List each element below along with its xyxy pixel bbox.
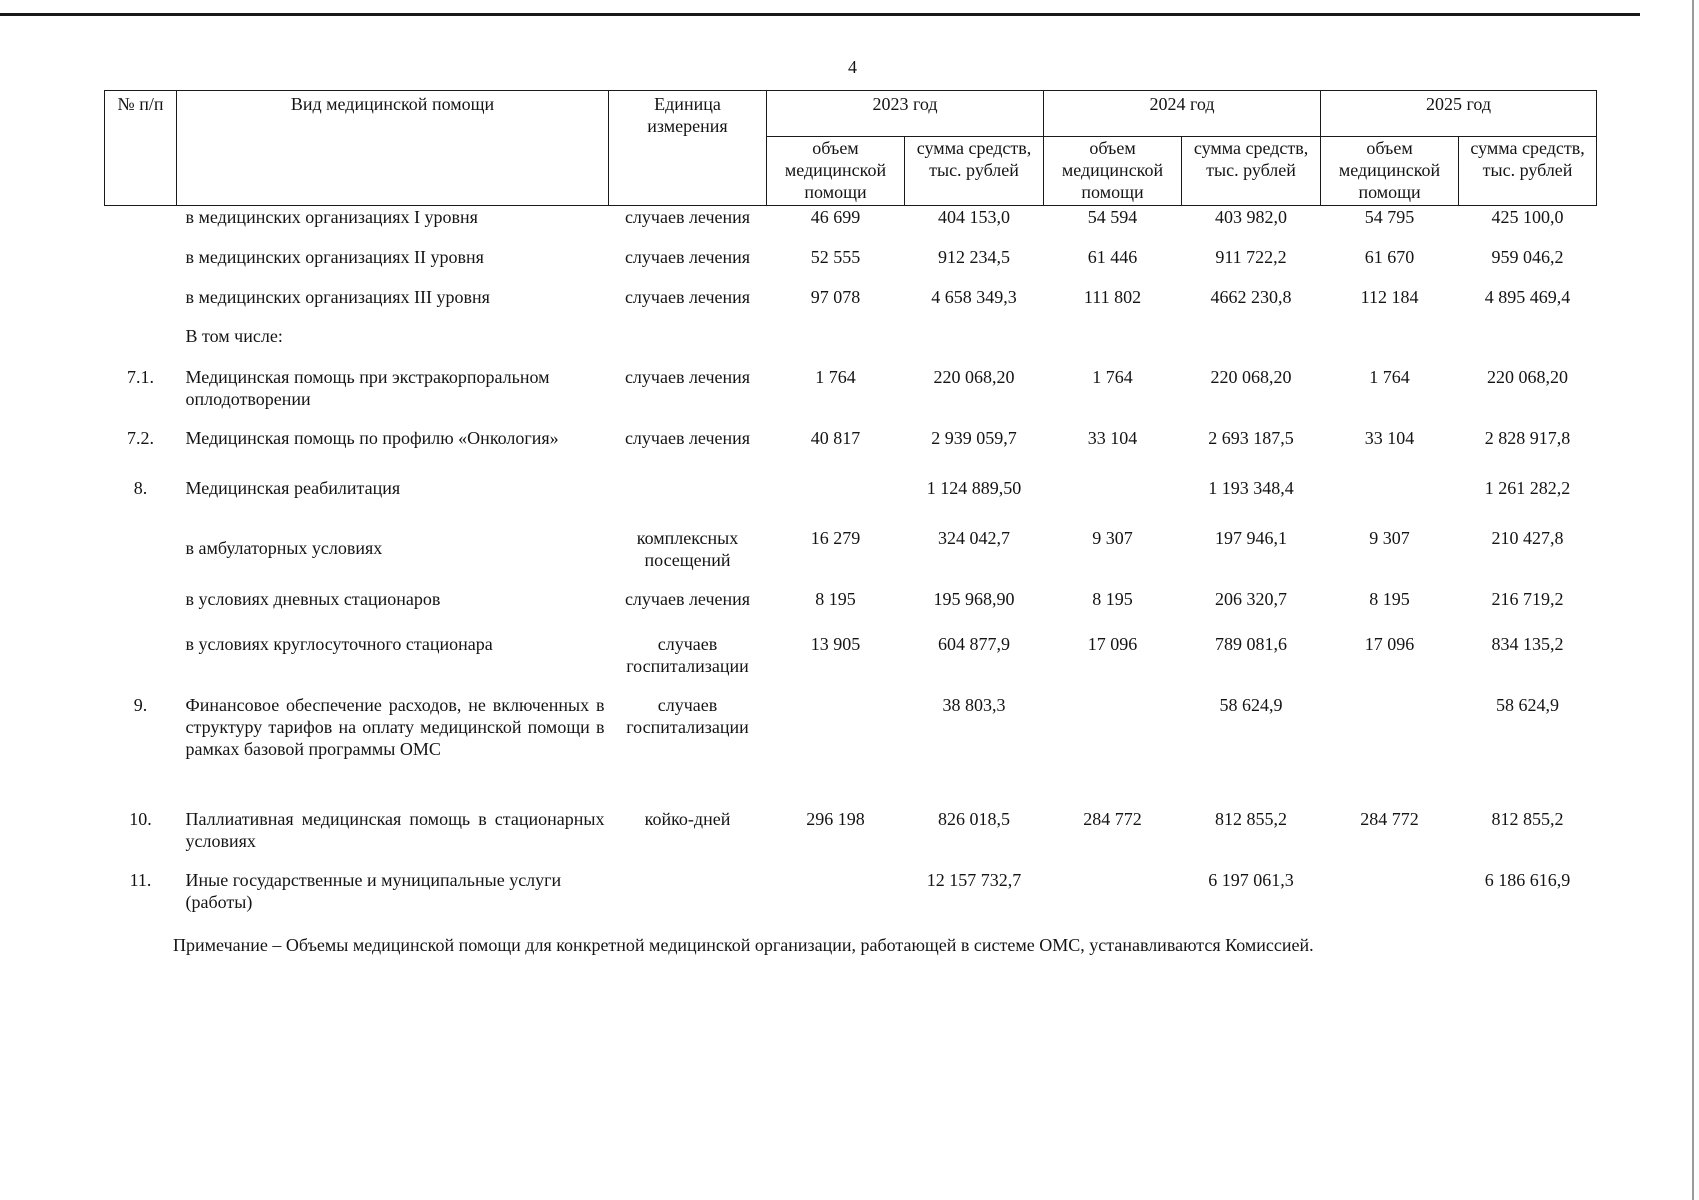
volume-2024 [1044,477,1182,527]
sum-2025: 220 068,20 [1487,366,1569,387]
volumes-table [104,90,1597,919]
header-volume-2025: объем медицинской помощи [1321,137,1459,206]
volume-2024: 284 772 [1083,808,1142,829]
row-number [105,588,177,633]
table-row [105,246,1597,286]
row-unit [609,869,767,919]
volume-2025 [1321,325,1459,366]
sum-2023: 1 124 889,50 [926,477,1022,498]
sum-2025: 2 828 917,8 [1484,427,1571,448]
row-name: Паллиативная медицинская помощь в стационарных условиях [185,808,605,851]
row-unit [609,325,767,366]
sum-2023: 38 803,3 [942,694,1006,715]
sum-2025: 812 855,2 [1491,808,1564,829]
row-number: 11. [129,869,152,890]
sum-2023: 220 068,20 [933,366,1015,387]
sum-2025: 6 186 616,9 [1484,869,1571,890]
table-row [105,694,1597,808]
sum-2024: 197 946,1 [1215,527,1288,548]
row-number: 9. [133,694,148,715]
volume-2023: 13 905 [810,633,861,654]
volume-2023: 40 817 [810,427,861,448]
volume-2025: 8 195 [1369,588,1410,609]
sum-2025: 959 046,2 [1491,246,1564,267]
sum-2023: 826 018,5 [938,808,1010,829]
row-name: в условиях круглосуточного стационара [185,633,493,654]
volume-2025: 54 795 [1364,207,1415,227]
table-header [105,91,1597,206]
page-number: 4 [848,57,857,77]
header-kind: Вид медицинской помощи [177,91,609,206]
volume-2024: 9 307 [1092,527,1133,548]
row-number [105,246,177,286]
row-unit: случаев лечения [624,207,751,227]
row-name: Финансовое обеспечение расходов, не включенных в структуру тарифов на оплату медицинской помощи в рамках базовой программы ОМС [185,694,605,759]
sum-2024: 403 982,0 [1215,207,1288,227]
row-name: в условиях дневных стационаров [185,588,441,609]
header-volume-2023: объем медицинской помощи [767,137,905,206]
row-unit: случаев лечения [624,366,751,387]
row-name: в медицинских организациях II уровня [185,246,484,267]
table-body [105,206,1597,919]
table-row [105,206,1597,246]
sum-2025: 1 261 282,2 [1484,477,1571,498]
row-number [105,325,177,366]
sum-2024: 789 081,6 [1215,633,1288,654]
table-row [105,527,1597,588]
header-year-2024: 2024 год [1044,91,1321,137]
sum-2025: 58 624,9 [1496,694,1560,715]
sum-2025: 834 135,2 [1491,633,1564,654]
sum-2023: 324 042,7 [938,527,1010,548]
volume-2025: 112 184 [1360,286,1419,307]
row-name: Медицинская помощь при экстракорпоральном оплодотворении [185,366,550,409]
row-unit: комплексных посещений [636,527,739,570]
header-unit: Единица измерения [609,91,767,206]
sum-2025: 210 427,8 [1491,527,1564,548]
volume-2025: 1 764 [1369,366,1410,387]
volume-2023: 16 279 [810,527,861,548]
volume-2024: 54 594 [1087,207,1138,227]
sum-2024: 4662 230,8 [1210,286,1292,307]
sum-2024: 206 320,7 [1215,588,1288,609]
volume-2025: 284 772 [1360,808,1419,829]
volume-2023: 296 198 [806,808,865,829]
table-row [105,325,1597,366]
volume-2025: 9 307 [1369,527,1410,548]
volume-2024 [1044,869,1182,919]
row-number: 7.1. [127,366,154,387]
row-name: Иные государственные и муниципальные услуги (работы) [185,869,562,912]
volume-2023: 97 078 [810,286,861,307]
header-volume-2024: объем медицинской помощи [1044,137,1182,206]
row-number: 7.2. [127,427,154,448]
row-name: В том числе: [185,325,283,346]
row-number [105,527,177,588]
row-unit: случаев лечения [624,427,751,448]
sum-2024: 220 068,20 [1210,366,1292,387]
volume-2024: 61 446 [1087,246,1138,267]
header-year-2023: 2023 год [767,91,1044,137]
volume-2023 [767,325,905,366]
table-row [105,588,1597,633]
row-number [105,206,177,246]
sum-2023: 12 157 732,7 [926,869,1022,890]
volume-2024 [1044,325,1182,366]
volume-2024: 17 096 [1087,633,1138,654]
volume-2024: 8 195 [1092,588,1133,609]
table-row [105,477,1597,527]
header-year-2025: 2025 год [1321,91,1597,137]
volume-2023 [767,477,905,527]
row-unit: койко-дней [644,808,731,829]
row-number: 10. [129,808,152,829]
row-name: в медицинских организациях I уровня [185,207,478,227]
table-row [105,366,1597,427]
row-name: Медицинская реабилитация [185,477,401,498]
sum-2024: 812 855,2 [1215,808,1288,829]
table-row [105,633,1597,694]
volume-2024 [1044,694,1182,808]
sum-2023: 4 658 349,3 [931,286,1017,307]
sum-2024 [1182,325,1321,366]
volume-2023: 8 195 [815,588,856,609]
sum-2025: 425 100,0 [1491,207,1564,227]
volume-2024: 1 764 [1092,366,1133,387]
header-sum-2024: сумма средств, тыс. рублей [1182,137,1321,206]
row-name: Медицинская помощь по профилю «Онкология» [185,427,559,448]
sum-2025: 4 895 469,4 [1484,286,1571,307]
page-edge [1692,0,1694,1200]
volume-2025 [1321,869,1459,919]
footnote: Примечание – Объемы медицинской помощи для конкретной медицинской организации, работающей в системе ОМС, устанавливаются Комиссией. [173,935,1314,955]
row-name: в амбулаторных условиях [185,537,383,558]
volume-2025: 61 670 [1364,246,1415,267]
sum-2024: 911 722,2 [1215,246,1287,267]
volume-2025: 33 104 [1364,427,1415,448]
table-row [105,869,1597,919]
row-unit: случаев лечения [624,286,751,307]
sum-2024: 58 624,9 [1219,694,1283,715]
volume-2023 [767,869,905,919]
sum-2023: 195 968,90 [933,588,1015,609]
volume-2024: 33 104 [1087,427,1138,448]
row-unit: случаев лечения [624,588,751,609]
volume-2025 [1321,694,1459,808]
row-unit [609,477,767,527]
sum-2024: 2 693 187,5 [1208,427,1294,448]
row-number [105,633,177,694]
volume-2025: 17 096 [1364,633,1415,654]
header-sum-2025: сумма средств, тыс. рублей [1459,137,1597,206]
sum-2023 [905,325,1044,366]
volume-2023: 52 555 [810,246,861,267]
volume-2025 [1321,477,1459,527]
header-sum-2023: сумма средств, тыс. рублей [905,137,1044,206]
row-number [105,286,177,325]
sum-2023: 2 939 059,7 [931,427,1017,448]
sum-2024: 6 197 061,3 [1208,869,1294,890]
volume-2023: 46 699 [810,207,861,227]
sum-2023: 404 153,0 [938,207,1010,227]
header-number: № п/п [105,91,177,206]
row-unit: случаев лечения [624,246,751,267]
table-row [105,808,1597,869]
row-unit: случаев госпитализации [626,694,749,737]
sum-2025: 216 719,2 [1491,588,1564,609]
row-name: в медицинских организациях III уровня [185,286,490,307]
sum-2023: 912 234,5 [938,246,1010,267]
volume-2023 [767,694,905,808]
row-number: 8. [133,477,148,498]
table-row [105,427,1597,477]
table-row [105,286,1597,325]
top-rule [0,13,1640,16]
sum-2025 [1459,325,1597,366]
row-unit: случаев госпитализации [626,633,749,676]
volume-2023: 1 764 [815,366,856,387]
volume-2024: 111 802 [1083,286,1142,307]
sum-2024: 1 193 348,4 [1208,477,1294,498]
sum-2023: 604 877,9 [938,633,1010,654]
